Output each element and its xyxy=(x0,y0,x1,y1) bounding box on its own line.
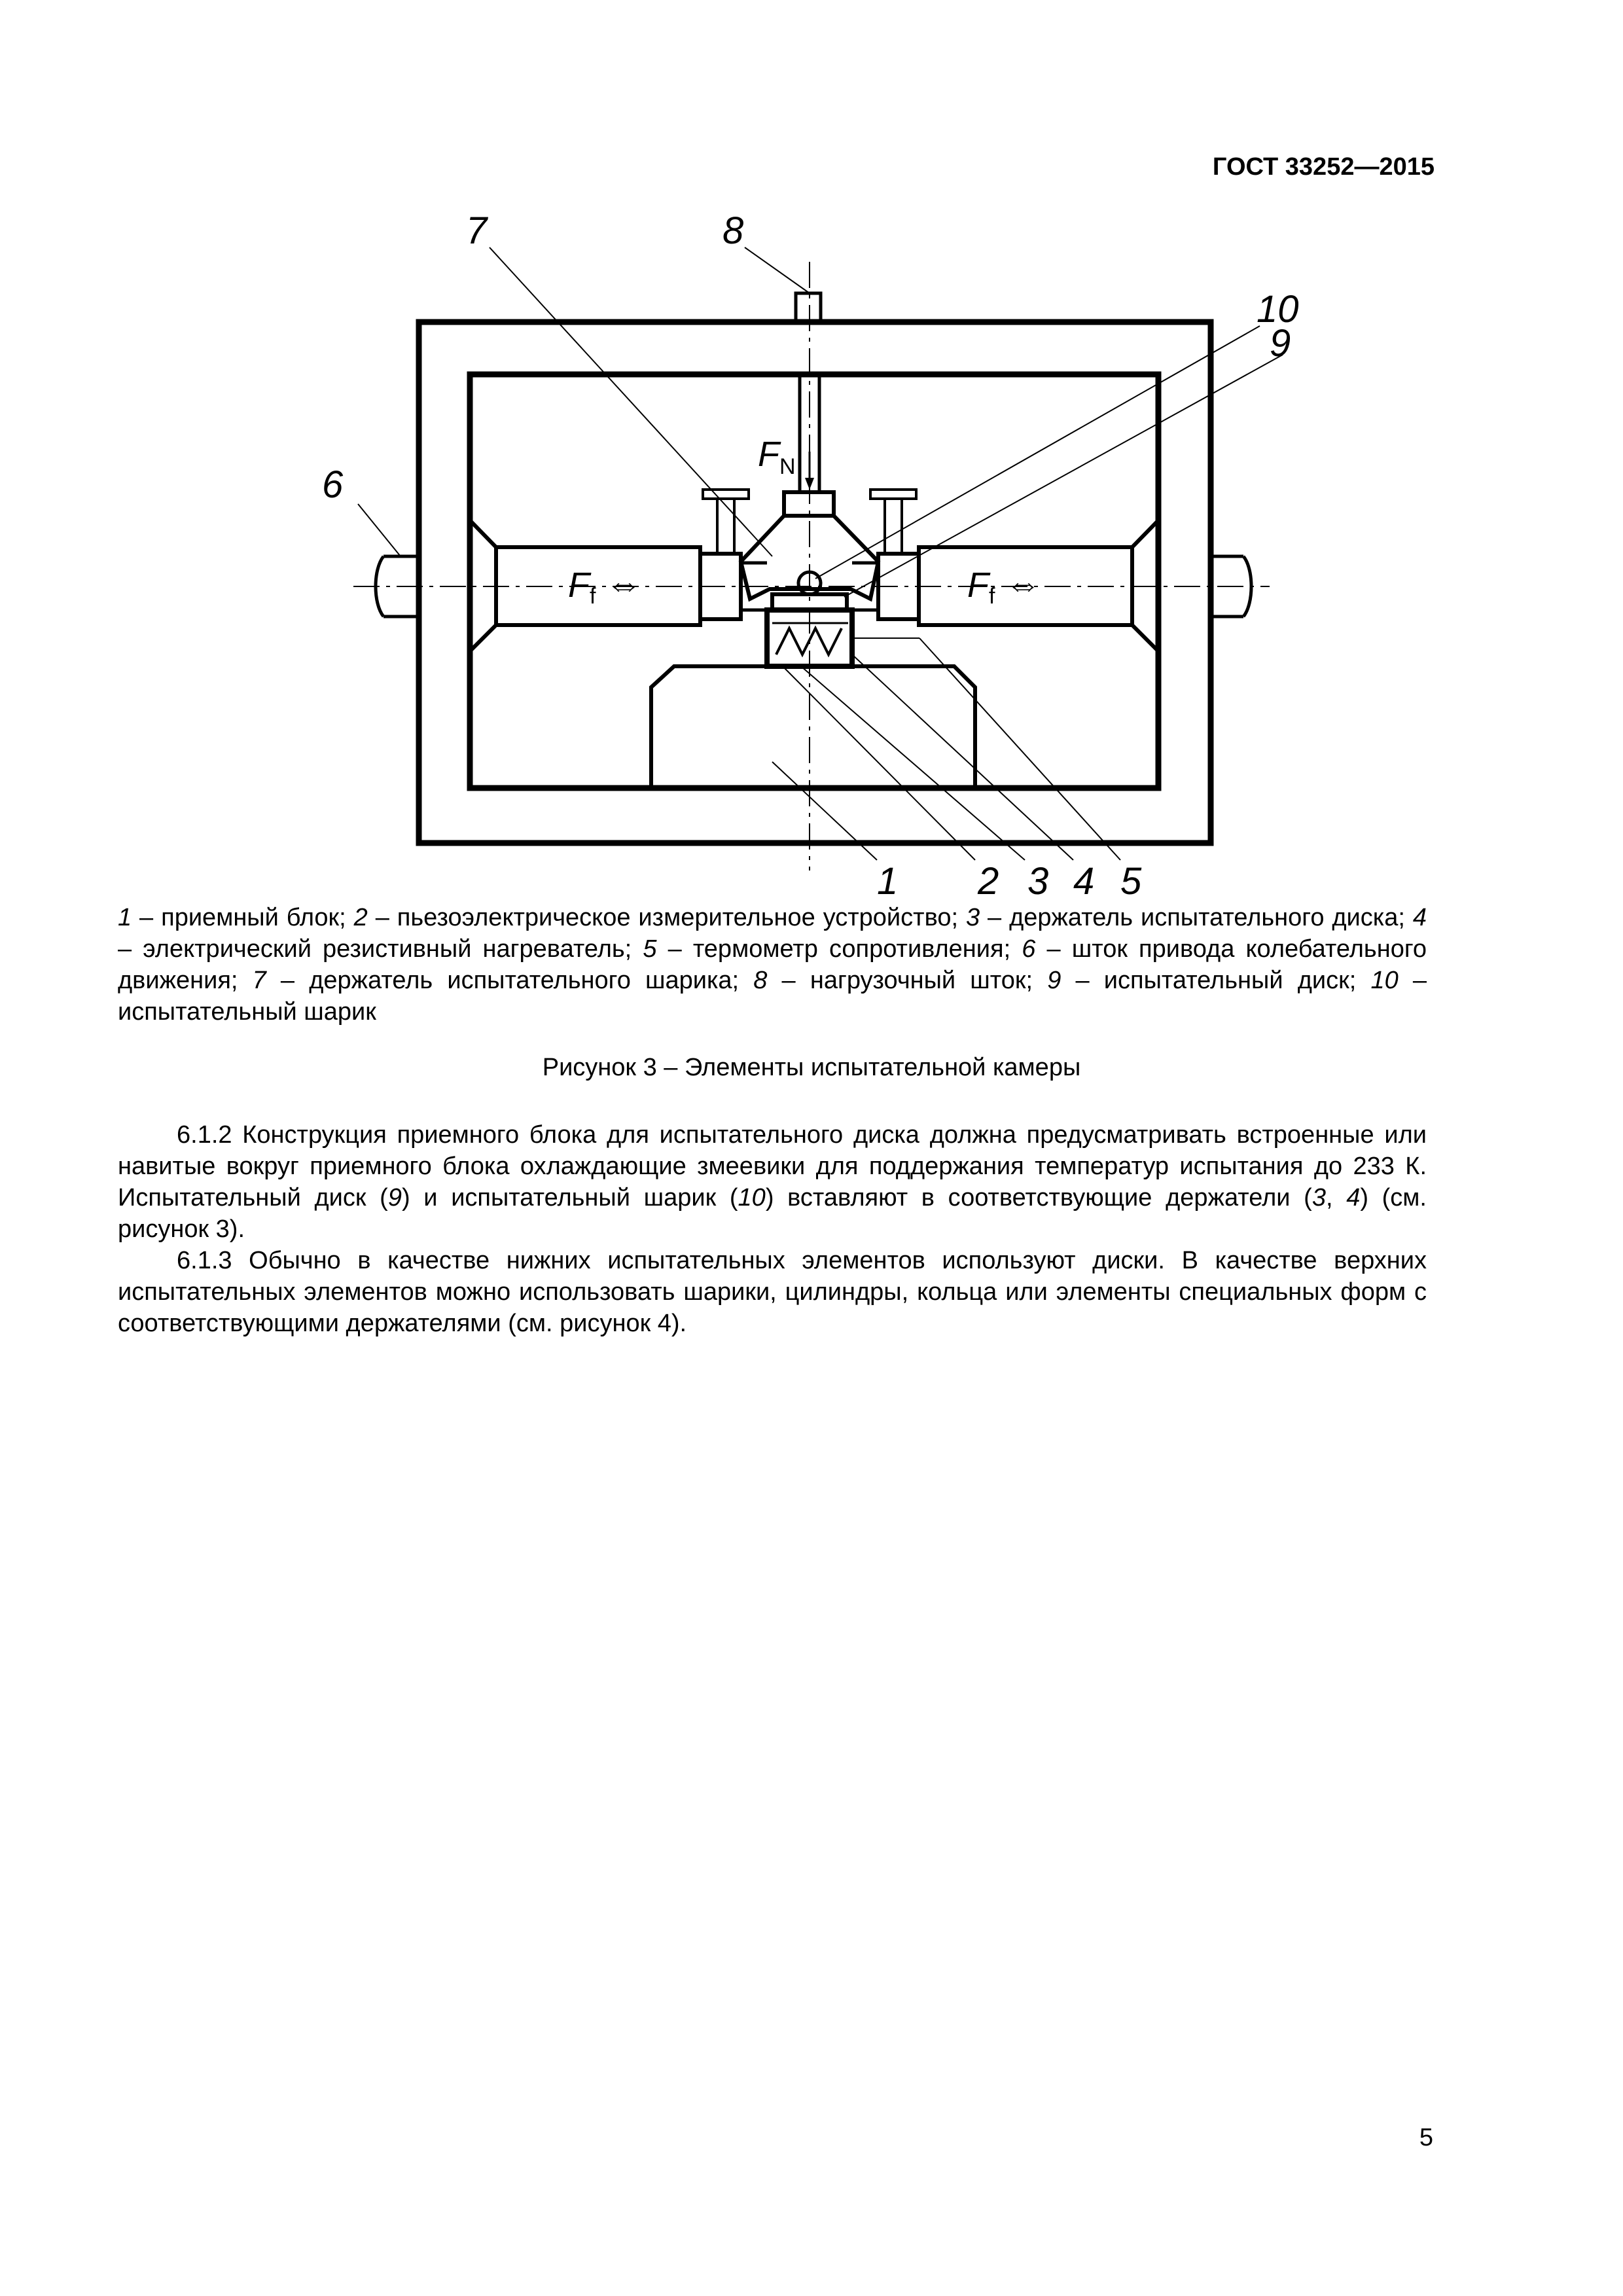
paragraph-6-1-2: 6.1.2 Конструкция приемного блока для испытательного диска должна предусматривать встроенные или навитые вокруг приемного блока охлаждающие змеевики для поддержания температур испытания до 233 К. Испытательный диск (9) и испытательный шарик (10) вставляют в соответствующие держатели (3, 4) (см. рисунок 3). xyxy=(118,1121,1427,1243)
legend-item-9: 9 – испытательный диск; xyxy=(1047,967,1371,994)
legend-item-2: 2 – пьезоэлектрическое измерительное устройство; xyxy=(353,904,966,931)
page-number: 5 xyxy=(1419,2124,1433,2151)
legend-item-3: 3 – держатель испытательного диска; xyxy=(965,904,1413,931)
label-1: 1 xyxy=(877,860,899,903)
left-screw xyxy=(703,490,749,554)
chamber-outer-wall xyxy=(419,322,1211,843)
figure-caption: Рисунок 3 – Элементы испытательной камеры xyxy=(542,1054,1081,1081)
figure-test-chamber xyxy=(0,0,1623,916)
body-text xyxy=(118,1119,1427,1339)
receiving-block xyxy=(651,666,975,788)
legend-item-5: 5 – термометр сопротивления; xyxy=(643,935,1022,963)
legend-item-4: 4 – электрический резистивный нагреватель; xyxy=(118,904,1427,963)
legend-item-8: 8 – нагрузочный шток; xyxy=(753,967,1048,994)
force-friction-left: Ff ⇔ xyxy=(568,565,642,609)
label-10: 10 xyxy=(1257,288,1299,331)
legend-item-10: 10 – испытательный шарик xyxy=(118,967,1427,1026)
label-3: 3 xyxy=(1027,860,1049,903)
legend-item-7: 7 – держатель испытательного шарика; xyxy=(252,967,754,994)
figure-legend xyxy=(118,902,1427,1028)
label-6: 6 xyxy=(322,463,344,506)
label-2: 2 xyxy=(978,860,999,903)
paragraph-6-1-3: 6.1.3 Обычно в качестве нижних испытательных элементов используют диски. В качестве верхних испытательных элементов можно использовать шарики, цилиндры, кольца или элементы специальных форм с соответствующими держателями (см. рисунок 4). xyxy=(118,1247,1427,1337)
force-friction-right: Ff ⇔ xyxy=(967,565,1041,609)
legend-item-1: 1 – приемный блок; xyxy=(118,904,354,931)
label-4: 4 xyxy=(1073,860,1095,903)
label-8: 8 xyxy=(722,209,744,252)
load-rod-top xyxy=(796,293,821,323)
force-normal-label: FN xyxy=(758,435,796,479)
force-arrow xyxy=(805,478,814,490)
document-header: ГОСТ 33252—2015 xyxy=(1212,153,1435,181)
legend-item-6: 6 – шток привода колебательного движения; xyxy=(118,935,1427,994)
label-9: 9 xyxy=(1270,322,1291,365)
label-5: 5 xyxy=(1120,860,1142,903)
label-7: 7 xyxy=(466,209,488,252)
